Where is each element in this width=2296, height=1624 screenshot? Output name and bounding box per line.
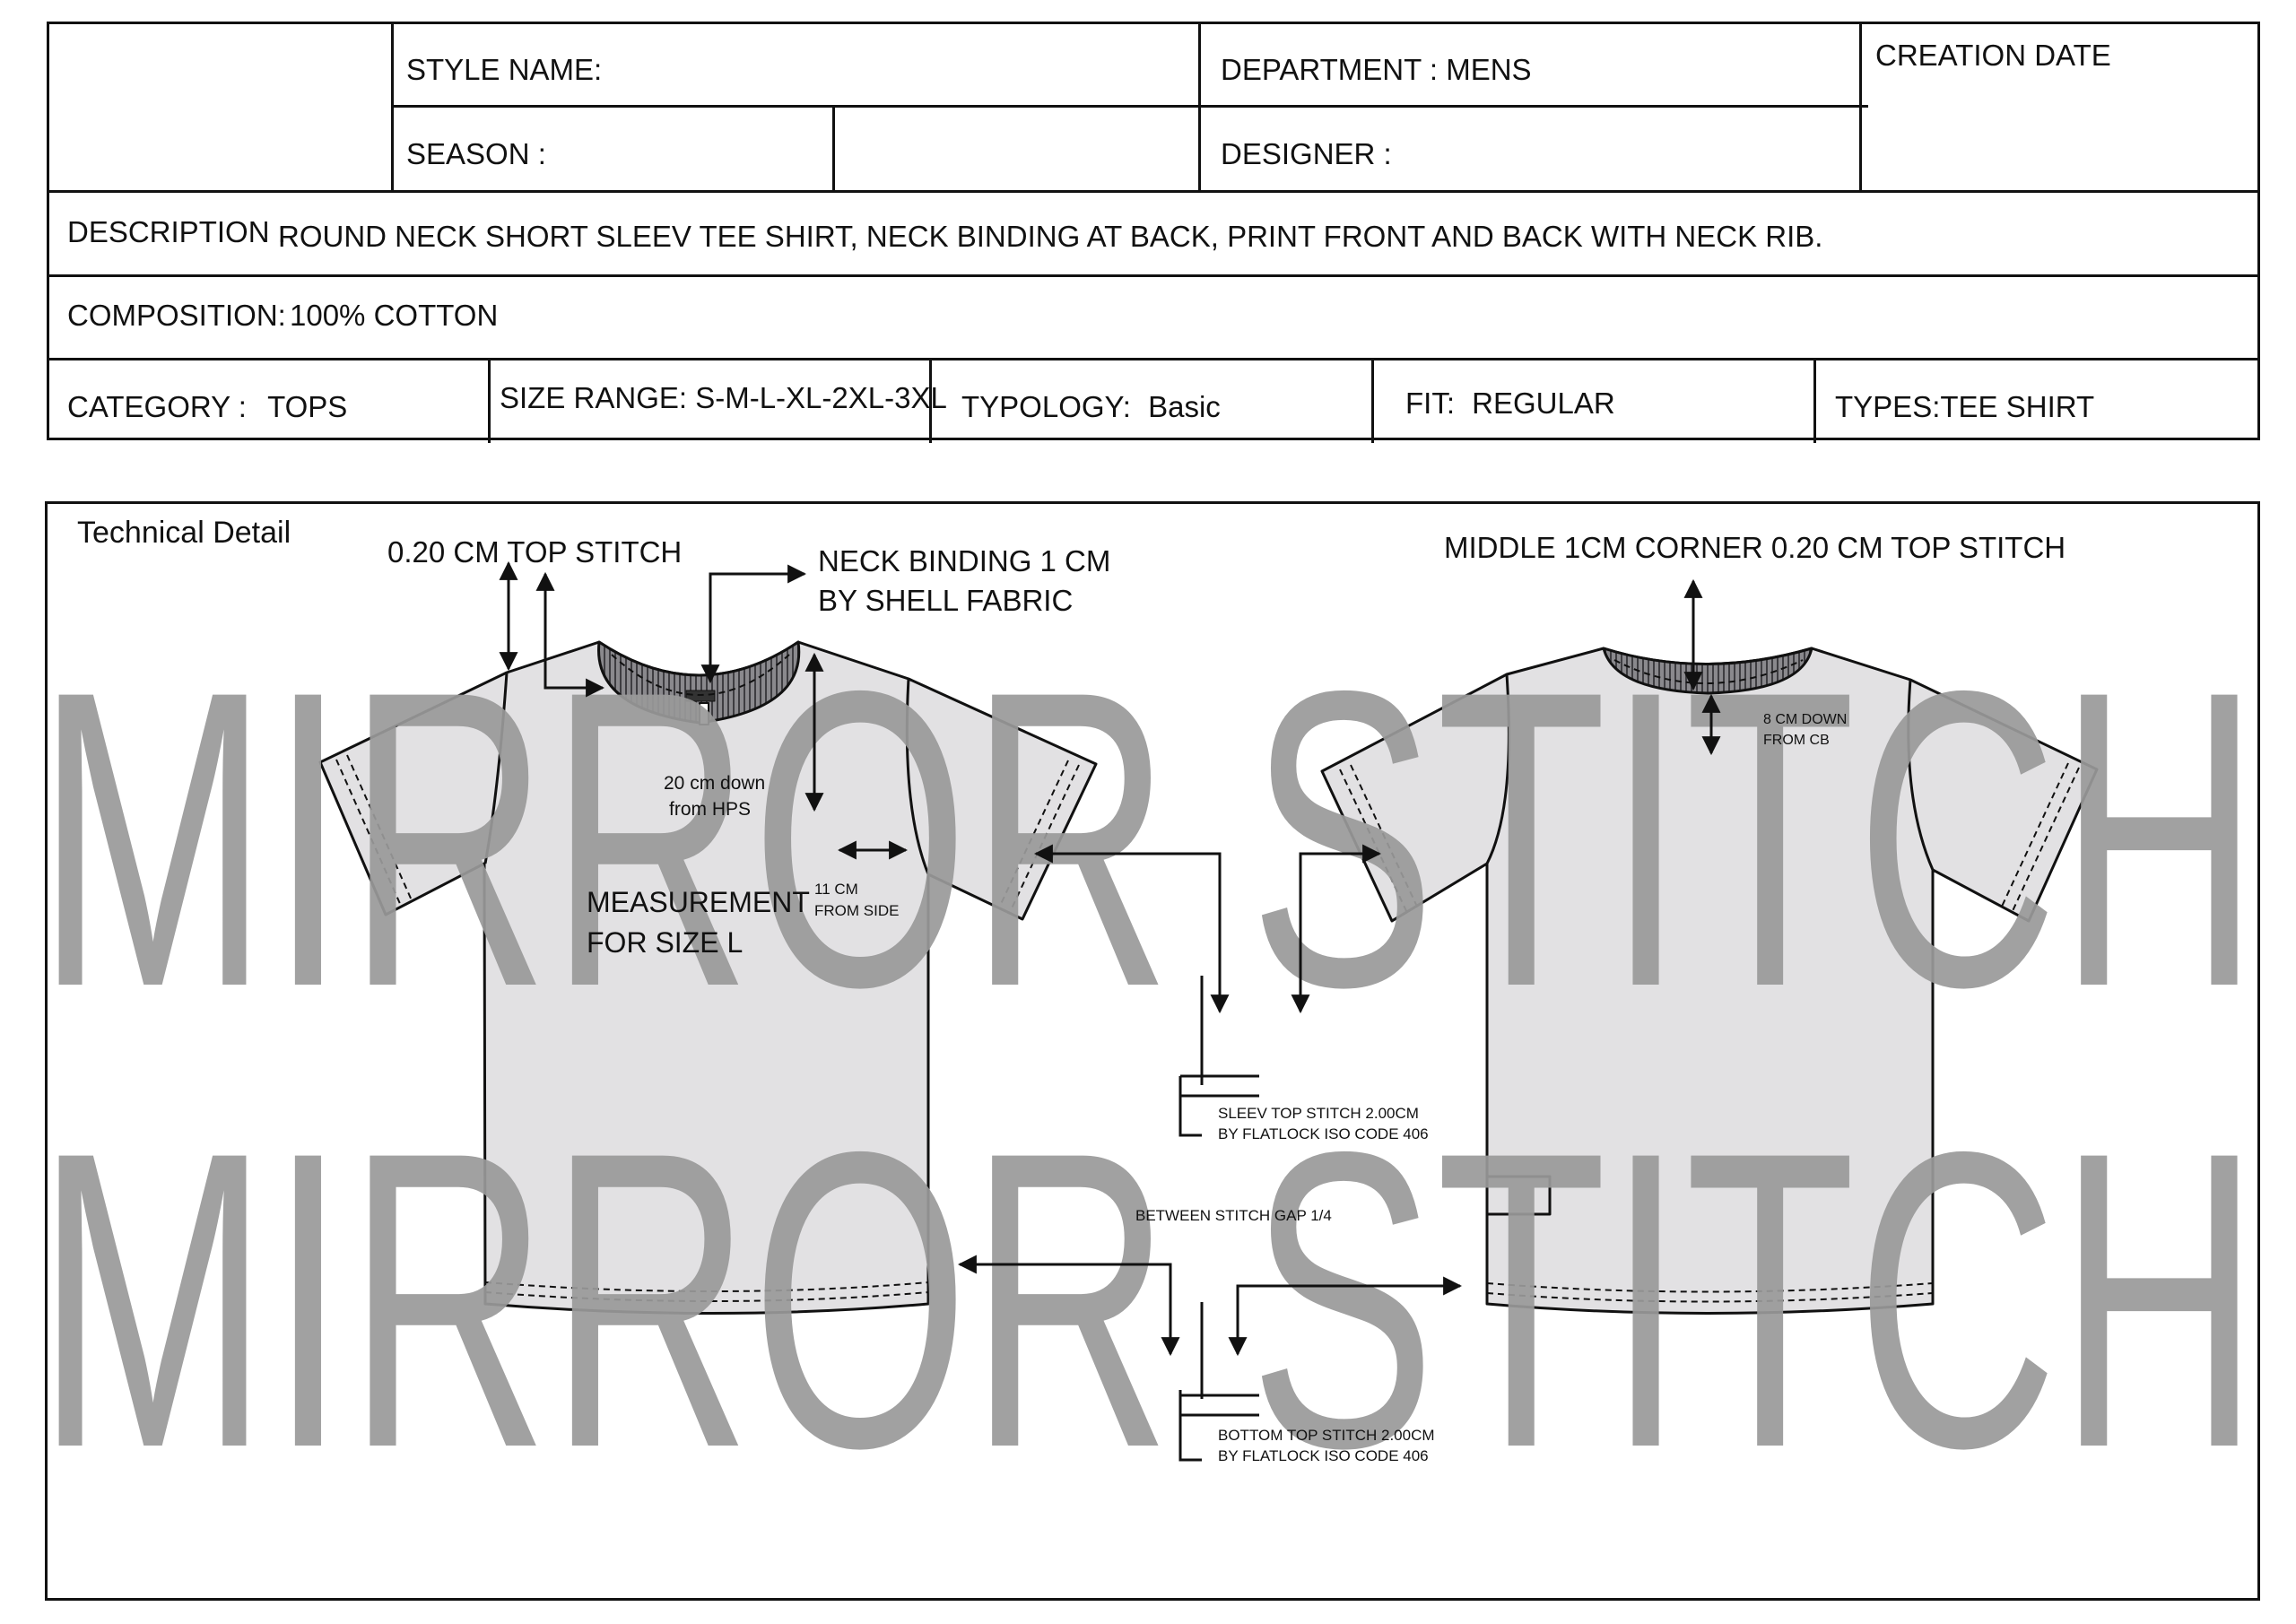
department-label: DEPARTMENT : (1221, 53, 1439, 86)
neck-binding-callout-line1: NECK BINDING 1 CM (818, 544, 1111, 578)
fit-label: FIT: (1405, 386, 1455, 420)
description-label: DESCRIPTION : (67, 215, 286, 248)
top-stitch-callout: 0.20 CM TOP STITCH (387, 535, 683, 569)
neck-binding-callout-line2: BY SHELL FABRIC (818, 584, 1074, 617)
typology-label: TYPOLOGY: (961, 390, 1131, 423)
composition-value: 100% COTTON (290, 299, 499, 332)
technical-detail-title: Technical Detail (77, 516, 291, 550)
season-label: SEASON : (406, 137, 546, 170)
designer-label: DESIGNER : (1221, 137, 1392, 170)
stitch-gap-callout: BETWEEN STITCH GAP 1/4 (1135, 1207, 1332, 1224)
category-label: CATEGORY : (67, 390, 247, 423)
bottom-stitch-callout-line2: BY FLATLOCK ISO CODE 406 (1218, 1447, 1429, 1464)
style-name-label: STYLE NAME: (406, 53, 603, 86)
sleeve-stitch-callout-line1: SLEEV TOP STITCH 2.00CM (1218, 1105, 1419, 1122)
watermark (36, 604, 2260, 1535)
typology-value: Basic (1148, 390, 1221, 423)
hps-callout-line2: from HPS (669, 799, 752, 820)
cb-callout-line2: FROM CB (1763, 733, 1830, 748)
creation-date-label: CREATION DATE (1875, 39, 2111, 72)
watermark-text-upper: MIRROR STITCH (36, 604, 2260, 1074)
types-label: TYPES: (1835, 390, 1941, 423)
middle-corner-callout: MIDDLE 1CM CORNER 0.20 CM TOP STITCH (1444, 531, 2066, 564)
sleeve-stitch-callout-line2: BY FLATLOCK ISO CODE 406 (1218, 1125, 1429, 1142)
cb-callout-line1: 8 CM DOWN (1763, 712, 1848, 727)
types-value: TEE SHIRT (1940, 390, 2095, 423)
side-callout-line2: FROM SIDE (814, 902, 900, 919)
hps-callout-line1: 20 cm down (664, 773, 766, 794)
department-value: MENS (1446, 53, 1532, 86)
description-value: ROUND NECK SHORT SLEEV TEE SHIRT, NECK BINDING AT BACK, PRINT FRONT AND BACK WITH NECK RIB. (278, 220, 1823, 253)
size-range-value: S-M-L-XL-2XL-3XL (695, 381, 947, 414)
watermark-text-lower: MIRROR STITCH (36, 1064, 2260, 1535)
fit-value: REGULAR (1472, 386, 1615, 420)
measurement-callout-line1: MEASUREMENT (587, 886, 810, 918)
side-callout-line1: 11 CM (814, 881, 858, 898)
category-value: TOPS (267, 390, 348, 423)
measurement-callout-line2: FOR SIZE L (587, 926, 744, 959)
bottom-stitch-callout-line1: BOTTOM TOP STITCH 2.00CM (1218, 1427, 1435, 1444)
composition-label: COMPOSITION: (67, 299, 286, 332)
size-range-label: SIZE RANGE: (500, 381, 688, 414)
